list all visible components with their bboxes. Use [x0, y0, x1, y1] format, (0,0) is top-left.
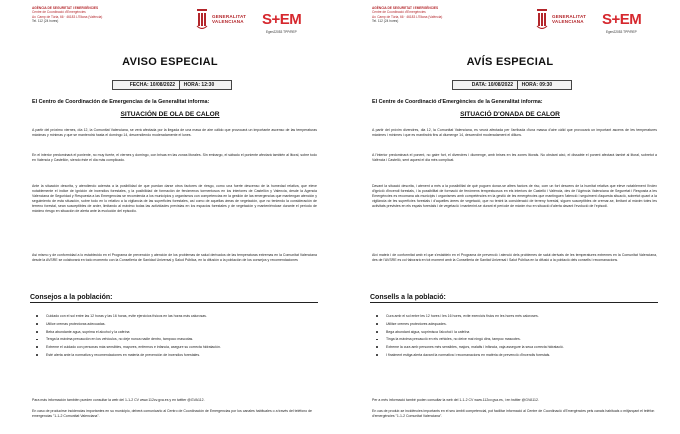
time-label: HORA: 12:30 [183, 82, 215, 88]
list-item: Extreme la cura amb persones més sensibles, majors, malalts i infància, vaja assegure la seua correcta hidratació. [376, 345, 656, 350]
agency-name: AGÈNCIA DE SEGURETAT I EMERGÈNCIES [32, 6, 99, 10]
intro-heading: El Centro de Coordinación de Emergencias de la Generalitat informa: [32, 99, 210, 105]
page-title: AVISO ESPECIAL [122, 56, 218, 68]
paragraph-3: Ante la situación descrita, y atendiendo además a la posibilidad de que puedan darse otros factores de riesgo, como una fuerte descenso de la humedad relativa, que eleve notablemente el índice de ignición de incendios forestales, y la posibilidad de formación de fenómenos tormentosos en los interiores de Castellón y Valencia, desde la Agencia Valenciana de Seguridad y Respuesta a las Emergencias se recomienda a los municipios y organismos con competencias en la gestión de las emergencias que mantengan atención y seguimiento de esta situación, sobre todo en lo relativo a la vigilancia de las superficies forestales, así como de aquellas áreas de vegetación, que no teniendo la consideración de terreno forestal, sean susceptibles de arder, limitando al máximo todas las actividades previstas en los espacios forestales y de vegetación y manteniéndose durante el período de máximo riesgo en situación de alerta ante la evolución del episodio. [32, 184, 317, 213]
wordmark-line1: GENERALITAT [552, 14, 587, 19]
paragraph-1: A partir del próximo viernes, día 12, la Comunitat Valenciana, se verá afectada por la llegada de una masa de aire cálido que provocará un importante ascenso de las temperaturas máximas y mínimas y que se mantendrá hasta el domingo 14, descendiendo moderadamente el lunes. [32, 128, 317, 137]
paragraph-4: Així mateix i de conformitat amb el que s'estableix en el Programa de prevenció i atenció dels problemes de salut derivats de les temperatures extremes en la Comunitat Valenciana, des de l'AVSRE es col·laborarà en tot moment amb la Conselleria de Sanitat Universal i Salut Pública en la difusió a la població dels consells i recomanacions. [372, 253, 657, 262]
paragraph-3: Davant la situació descrita, i atenent a més a la possibilitat de què puguen donar-se altres factors de risc, com un fort descens de la humitat relativa que eleve notablement l'índex d'ignició d'incendi forestals, i la possibilitat de formació de fenòmens tempestuosos en els interiors de Castelló i València, des de l'Agència Valenciana de Seguretat i Resposta a les Emergències es recomana als municipis i organismes amb competències en la gestió de les emergències que mantinguen l'atenció i seguiment d'aquesta situació, sobretot quant a la vigilància de les superfícies forestals i d'aquelles àrees de vegetació, que no tenint la consideració de terreny forestal, siguen susceptibles de cremar-se, limitant al màxim totes les activitats previstes en els espais forestals i de vegetació i mantenint-se durant el període de màxim risc en situació d'alerta davant l'evolució de l'episodi. [372, 184, 657, 208]
more-info-text: Per a més informació també poden consultar la web del 1-1-2 CV www.112cv.gva.es, i en twitter @GVA112. [372, 398, 539, 402]
date-time-separator [517, 80, 518, 90]
paragraph-1: A partir del pròxim divendres, dia 12, la Comunitat Valenciana, es veurà afectada per l'arribada d'una massa d'aire càlid que provocarà un important ascens de les temperatures màximes i mínimes i que es mantindrà fins al diumenge 14, descendint moderadament el dilluns. [372, 128, 657, 137]
list-item: Utilitze cremes protectores adequades. [376, 322, 656, 327]
document-page-va [340, 0, 680, 434]
date-time-box [112, 80, 232, 90]
paragraph-4: Así mismo y de conformidad a lo establecido en el Programa de prevención y atención de los problemas de salud derivados de las temperaturas extremas en la Comunitat Valenciana desde la AVSRE se colaborará en todo momento con la Consellería de Sanidad Universal y Salud Pública, en la difusión a la población de los consejos y recomendaciones [32, 253, 317, 262]
agency-name: AGÈNCIA DE SEGURETAT I EMERGÈNCIES [372, 6, 439, 10]
closing-text: En cas de produir-se incidències importants en el seu àmbit competencial, pot facilitar informació al Centre de Coordinació d'Emergències pels canals habituals o mitjançant el telèfon d'emergències "1-1-2 Comunitat Valenciana". [372, 409, 655, 418]
list-item: Extreme el cuidado con personas más sensibles, mayores, enfermos e infancia, asegure su correcta hidratación. [36, 345, 316, 350]
sem-logo: S+EM [602, 11, 642, 28]
list-item: Tinga la màxima precaució en els vehicles, no deixe mai ningú dins, tampoc mascotes. [376, 337, 656, 342]
page-title: AVÍS ESPECIAL [466, 56, 554, 68]
paragraph-2: En el interior predominará el poniente, no muy fuerte, el viernes y domingo, con brisas en las zonas litorales. Sin embargo, el sábado el poniente afectará también al litoral, sobre todo en Valencia y Castellón, siendo éste el día más complicado. [32, 153, 317, 162]
date-time-box [452, 80, 572, 90]
agency-center: Centre de Coordinació d'Emergències [372, 10, 426, 15]
list-item: Tenga la máxima precaución en los vehículos, no deje nunca nadie dentro, tampoco mascotas. [36, 337, 316, 342]
list-item: Utilice cremas protectoras adecuadas. [36, 322, 316, 327]
more-info-text: Para más información también pueden consultar la web del 1-1-2 CV www.112cv.gva.es y en twitter @GVA112. [32, 398, 205, 402]
subject-heading: SITUACIÓ D'ONADA DE CALOR [460, 111, 560, 118]
agency-phone: Tel. 112 (24 hores) [372, 19, 399, 24]
advice-heading: Consejos a la población: [30, 294, 318, 303]
agency-header [372, 6, 532, 24]
reference-code: Egen22053 TPP/REP [606, 30, 637, 34]
subject-heading: SITUACIÓN DE OLA DE CALOR [120, 111, 220, 118]
date-time-separator [179, 80, 180, 90]
date-label: DATA: 10/08/2022 [471, 82, 514, 88]
reference-code: Egen22053 TPP/REP [266, 30, 297, 34]
agency-phone: Tel. 112 (24 hores) [32, 19, 59, 24]
sem-logo: S+EM [262, 11, 302, 28]
list-item: Cuidado con el sol entre las 12 horas y las 16 horas, evite ejercicios físicos en las horas más calurosas. [36, 314, 316, 319]
intro-heading: El Centre de Coordinació d'Emergències de la Generalitat informa: [372, 99, 543, 105]
wordmark-line1: GENERALITAT [212, 14, 247, 19]
advice-list [376, 314, 656, 361]
list-item: Cura amb el sol entre les 12 hores i les 16 hores, evite exercicis físics en les hores més caloroses. [376, 314, 656, 319]
list-item: Bega abundant aigua, suprimisca l'alcohol i la cafeïna [376, 330, 656, 335]
generalitat-logo-icon [196, 9, 208, 29]
generalitat-wordmark [212, 14, 246, 24]
wordmark-line2: VALENCIANA [552, 19, 584, 25]
agency-center: Centre de Coordinació d'Emergències [32, 10, 86, 15]
time-label: HORA: 09:30 [521, 82, 553, 88]
agency-header [32, 6, 192, 24]
agency-address: Av. Camp de Túria, 66 · 46183 L'Eliana (València) [32, 14, 103, 19]
paragraph-2: A l'interior predominarà el ponent, no gaire fort, el divendres i diumenge, amb brises en les zones litorals. No obstant això, el dissabte el ponent afectarà també al litoral, sobretot a València i Castelló, sent aquest el dia més complicat. [372, 153, 657, 162]
advice-list [36, 314, 316, 361]
list-item: I finalment estiga alerta davant la normativa i recomanacions en matèria de prevenció d'incendis forestals. [376, 353, 656, 358]
list-item: Esté alerta ante la normativa y recomendaciones en materia de prevención de incendios forestales. [36, 353, 316, 358]
agency-address: Av. Camp de Túria, 66 · 46183 L'Eliana (València) [372, 14, 443, 19]
advice-heading: Consells a la població: [370, 294, 658, 303]
date-label: FECHA: 10/08/2022 [129, 82, 176, 88]
generalitat-logo-icon [536, 9, 548, 29]
closing-text: En caso de producirse incidencias importantes en su municipio, deberá comunicarlo al Centro de Coordinación de Emergencias por los canales habituales o a través del teléfono de emergencias "1-1-2 Comunitat Valenciana". [32, 409, 312, 418]
wordmark-line2: VALENCIANA [212, 19, 244, 25]
list-item: Beba abundante agua, suprima el alcohol y la cafeína [36, 330, 316, 335]
generalitat-wordmark [552, 14, 586, 24]
